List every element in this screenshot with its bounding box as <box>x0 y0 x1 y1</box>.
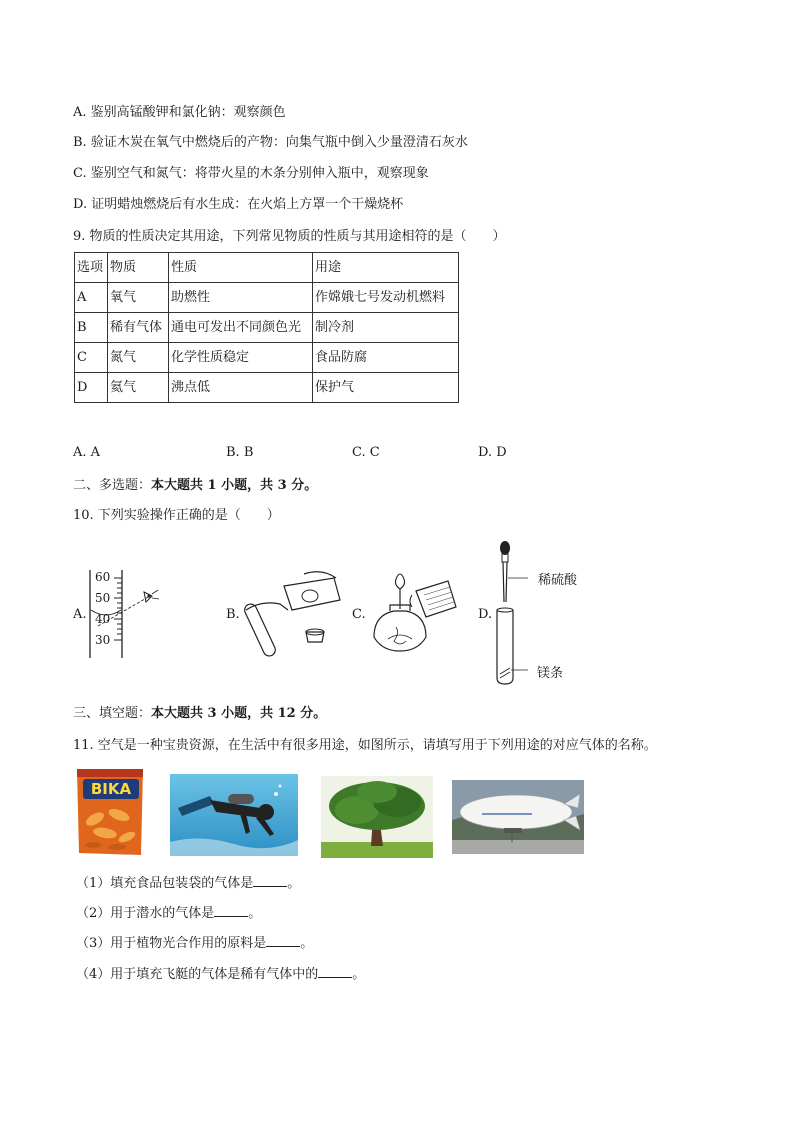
table-row <box>75 373 459 403</box>
q11-item-2 <box>76 903 261 923</box>
alcohol-lamp-figure <box>366 567 464 661</box>
cylinder-mark-60: 60 <box>95 570 111 584</box>
table-cell: 食品防腐 <box>313 343 459 373</box>
scuba-diver-image <box>170 774 298 856</box>
table-header-cell: 性质 <box>169 253 313 283</box>
table-cell: 化学性质稳定 <box>169 343 313 373</box>
q9-answer-d: D. D <box>478 445 507 460</box>
dilute-sulfuric-acid-label: 稀硫酸 <box>538 573 578 588</box>
table-cell: 氧气 <box>108 283 169 313</box>
q9-answer-a: A. A <box>73 445 101 460</box>
section-detail: 本大题共 1 小题，共 3 分。 <box>151 478 318 493</box>
answer-blank[interactable] <box>214 903 248 917</box>
section-prefix: 二、多选题： <box>73 478 152 493</box>
table-cell: 氦气 <box>108 373 169 403</box>
q9-answer-b: B. B <box>226 445 254 460</box>
table-cell: 作嫦娥七号发动机燃料 <box>313 283 459 313</box>
magnesium-strip-label: 镁条 <box>537 666 564 681</box>
table-header-cell: 物质 <box>108 253 169 283</box>
q10-label-c: C. <box>352 607 366 622</box>
cylinder-mark-40: 40 <box>95 612 111 626</box>
table-cell: 制冷剂 <box>313 313 459 343</box>
snack-brand-text: BIKA <box>90 780 132 798</box>
pouring-liquid-figure <box>244 570 342 660</box>
q11-item-text: （4）用于填充飞艇的气体是稀有气体中的 <box>76 967 319 982</box>
table-cell: 氮气 <box>108 343 169 373</box>
q8-option-c: C. 鉴别空气和氮气：将带火星的木条分别伸入瓶中，观察现象 <box>73 166 429 181</box>
table-cell: 通电可发出不同颜色光 <box>169 313 313 343</box>
q9-answer-c: C. C <box>352 445 380 460</box>
table-row <box>75 283 459 313</box>
section-prefix: 三、填空题： <box>73 706 152 721</box>
q11-item-text: （2）用于潜水的气体是 <box>76 906 215 921</box>
q9-stem: 9. 物质的性质决定其用途，下列常见物质的性质与其用途相符的是（ ） <box>73 229 506 244</box>
tree-image <box>321 776 433 858</box>
table-cell: 沸点低 <box>169 373 313 403</box>
table-row <box>75 313 459 343</box>
q10-label-a: A. <box>73 607 87 622</box>
q11-item-end: 。 <box>287 876 301 891</box>
q11-item-3 <box>76 933 313 953</box>
answer-blank[interactable] <box>266 933 300 947</box>
q11-item-text: （3）用于植物光合作用的原料是 <box>76 936 267 951</box>
table-header-row <box>75 253 459 283</box>
airship-image <box>452 780 584 854</box>
q9-property-table <box>74 252 459 403</box>
section-heading-multi-choice <box>73 477 317 495</box>
q11-item-end: 。 <box>352 967 366 982</box>
table-header-cell: 用途 <box>313 253 459 283</box>
table-cell: D <box>75 373 108 403</box>
q11-item-end: 。 <box>248 906 262 921</box>
table-cell: C <box>75 343 108 373</box>
table-cell: A <box>75 283 108 313</box>
table-cell: 助燃性 <box>169 283 313 313</box>
q8-option-a: A. 鉴别高锰酸钾和氯化钠：观察颜色 <box>73 105 286 120</box>
table-cell: 保护气 <box>313 373 459 403</box>
snack-bag-image <box>75 767 145 857</box>
table-cell: B <box>75 313 108 343</box>
answer-blank[interactable] <box>253 873 287 887</box>
q10-stem: 10. 下列实验操作正确的是（ ） <box>73 508 280 523</box>
cylinder-mark-50: 50 <box>95 591 111 605</box>
q11-stem: 11. 空气是一种宝贵资源，在生活中有很多用途，如图所示，请填写用于下列用途的对应气体的名称。 <box>73 738 657 753</box>
q11-item-1 <box>76 873 300 893</box>
q11-item-end: 。 <box>300 936 314 951</box>
q11-item-4 <box>76 964 365 984</box>
answer-blank[interactable] <box>318 964 352 978</box>
q11-item-text: （1）填充食品包装袋的气体是 <box>76 876 254 891</box>
section-heading-fill-blank <box>73 705 326 723</box>
q10-label-b: B. <box>226 607 240 622</box>
dropper-test-tube-figure <box>490 538 530 686</box>
table-cell: 稀有气体 <box>108 313 169 343</box>
q10-label-d: D. <box>478 607 493 622</box>
table-row <box>75 343 459 373</box>
q8-option-b: B. 验证木炭在氧气中燃烧后的产物：向集气瓶中倒入少量澄清石灰水 <box>73 135 468 150</box>
cylinder-mark-30: 30 <box>95 633 111 647</box>
section-detail: 本大题共 3 小题，共 12 分。 <box>151 706 327 721</box>
table-header-cell: 选项 <box>75 253 108 283</box>
q8-option-d: D. 证明蜡烛燃烧后有水生成：在火焰上方罩一个干燥烧杯 <box>73 197 404 212</box>
